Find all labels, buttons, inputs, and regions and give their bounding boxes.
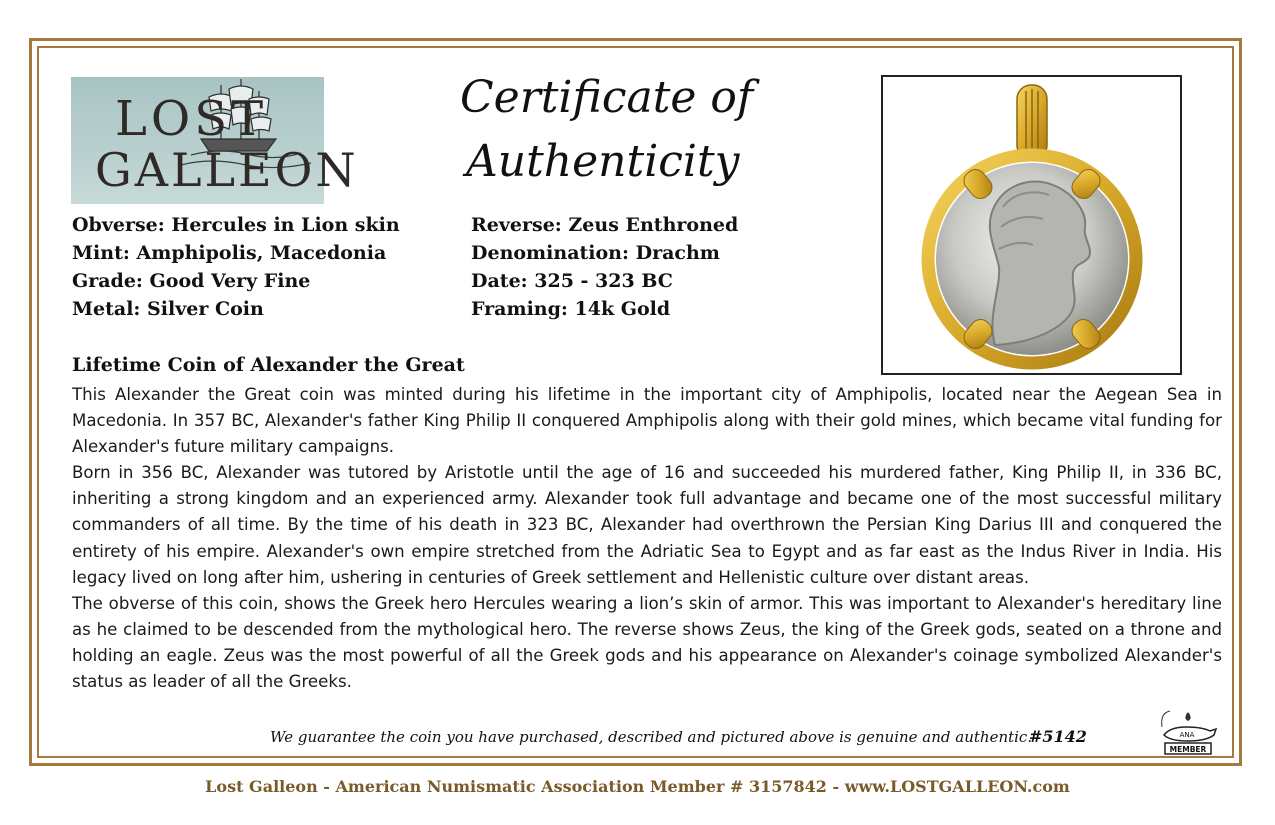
ana-member-badge xyxy=(1156,709,1222,757)
guarantee-statement: We guarantee the coin you have purchased, described and pictured above is genuine and authentic. xyxy=(270,728,1033,746)
paragraph-1: This Alexander the Great coin was minted during his lifetime in the important city of Amphipolis, located near the Aegean Sea in Macedonia. In 357 BC, Alexander's father King Philip II conquered Amphipolis along with their gold mines, which became vital funding for Alexander's future military campaigns. xyxy=(72,385,1222,457)
spec-mint: Mint: Amphipolis, Macedonia xyxy=(72,242,387,264)
coin-pendant-image xyxy=(883,77,1180,373)
spec-metal: Metal: Silver Coin xyxy=(72,298,264,320)
description-body xyxy=(72,382,1222,695)
specs-right-column xyxy=(471,211,738,323)
title-line-1: Certificate of xyxy=(460,72,754,123)
lost-galleon-logo xyxy=(71,77,359,204)
logo-text-lost: LOST xyxy=(115,91,268,147)
spec-grade: Grade: Good Very Fine xyxy=(72,270,311,292)
footer-membership-line: Lost Galleon - American Numismatic Association Member # 3157842 - www.LOSTGALLEON.com xyxy=(205,777,1070,796)
ana-badge-bottom-text: MEMBER xyxy=(1169,745,1207,754)
title-line-2: Authenticity xyxy=(466,136,740,187)
paragraph-3: The obverse of this coin, shows the Greek hero Hercules wearing a lion’s skin of armor. This was important to Alexander's hereditary line as he claimed to be descended from the mythological hero. The reverse shows Zeus, the king of the Greek gods, seated on a throne and holding an eagle. Zeus was the most powerful of all the Greek gods and his appearance on Alexander's coinage symbolized Alexander's status as leader of all the Greeks. xyxy=(72,593,1222,692)
spec-framing: Framing: 14k Gold xyxy=(471,298,671,320)
ana-badge-top-text: ANA xyxy=(1179,731,1195,739)
certificate-title xyxy=(460,66,760,194)
coin-photo xyxy=(881,75,1182,375)
specs-left-column xyxy=(72,211,400,323)
section-heading: Lifetime Coin of Alexander the Great xyxy=(72,354,465,376)
spec-reverse: Reverse: Zeus Enthroned xyxy=(471,214,739,236)
spec-date: Date: 325 - 323 BC xyxy=(471,270,673,292)
certificate-number: #5142 xyxy=(1029,727,1087,746)
paragraph-2: Born in 356 BC, Alexander was tutored by Aristotle until the age of 16 and succeeded his murdered father, King Philip II, in 336 BC, inheriting a strong kingdom and an experienced army. Alexander took full advantage and became one of the most successful military commanders of all time. By the time of his death in 323 BC, Alexander had overthrown the Persian King Darius III and conquered the entirety of his empire. Alexander's own empire stretched from the Adriatic Sea to Egypt and as far east as the Indus River in India. His legacy lived on long after him, ushering in centuries of Greek settlement and Hellenistic culture over distant areas. xyxy=(72,463,1222,587)
spec-denomination: Denomination: Drachm xyxy=(471,242,720,264)
spec-obverse: Obverse: Hercules in Lion skin xyxy=(72,214,400,236)
ana-lamp-icon xyxy=(1156,709,1222,757)
logo-text-galleon: GALLEON xyxy=(95,143,359,197)
